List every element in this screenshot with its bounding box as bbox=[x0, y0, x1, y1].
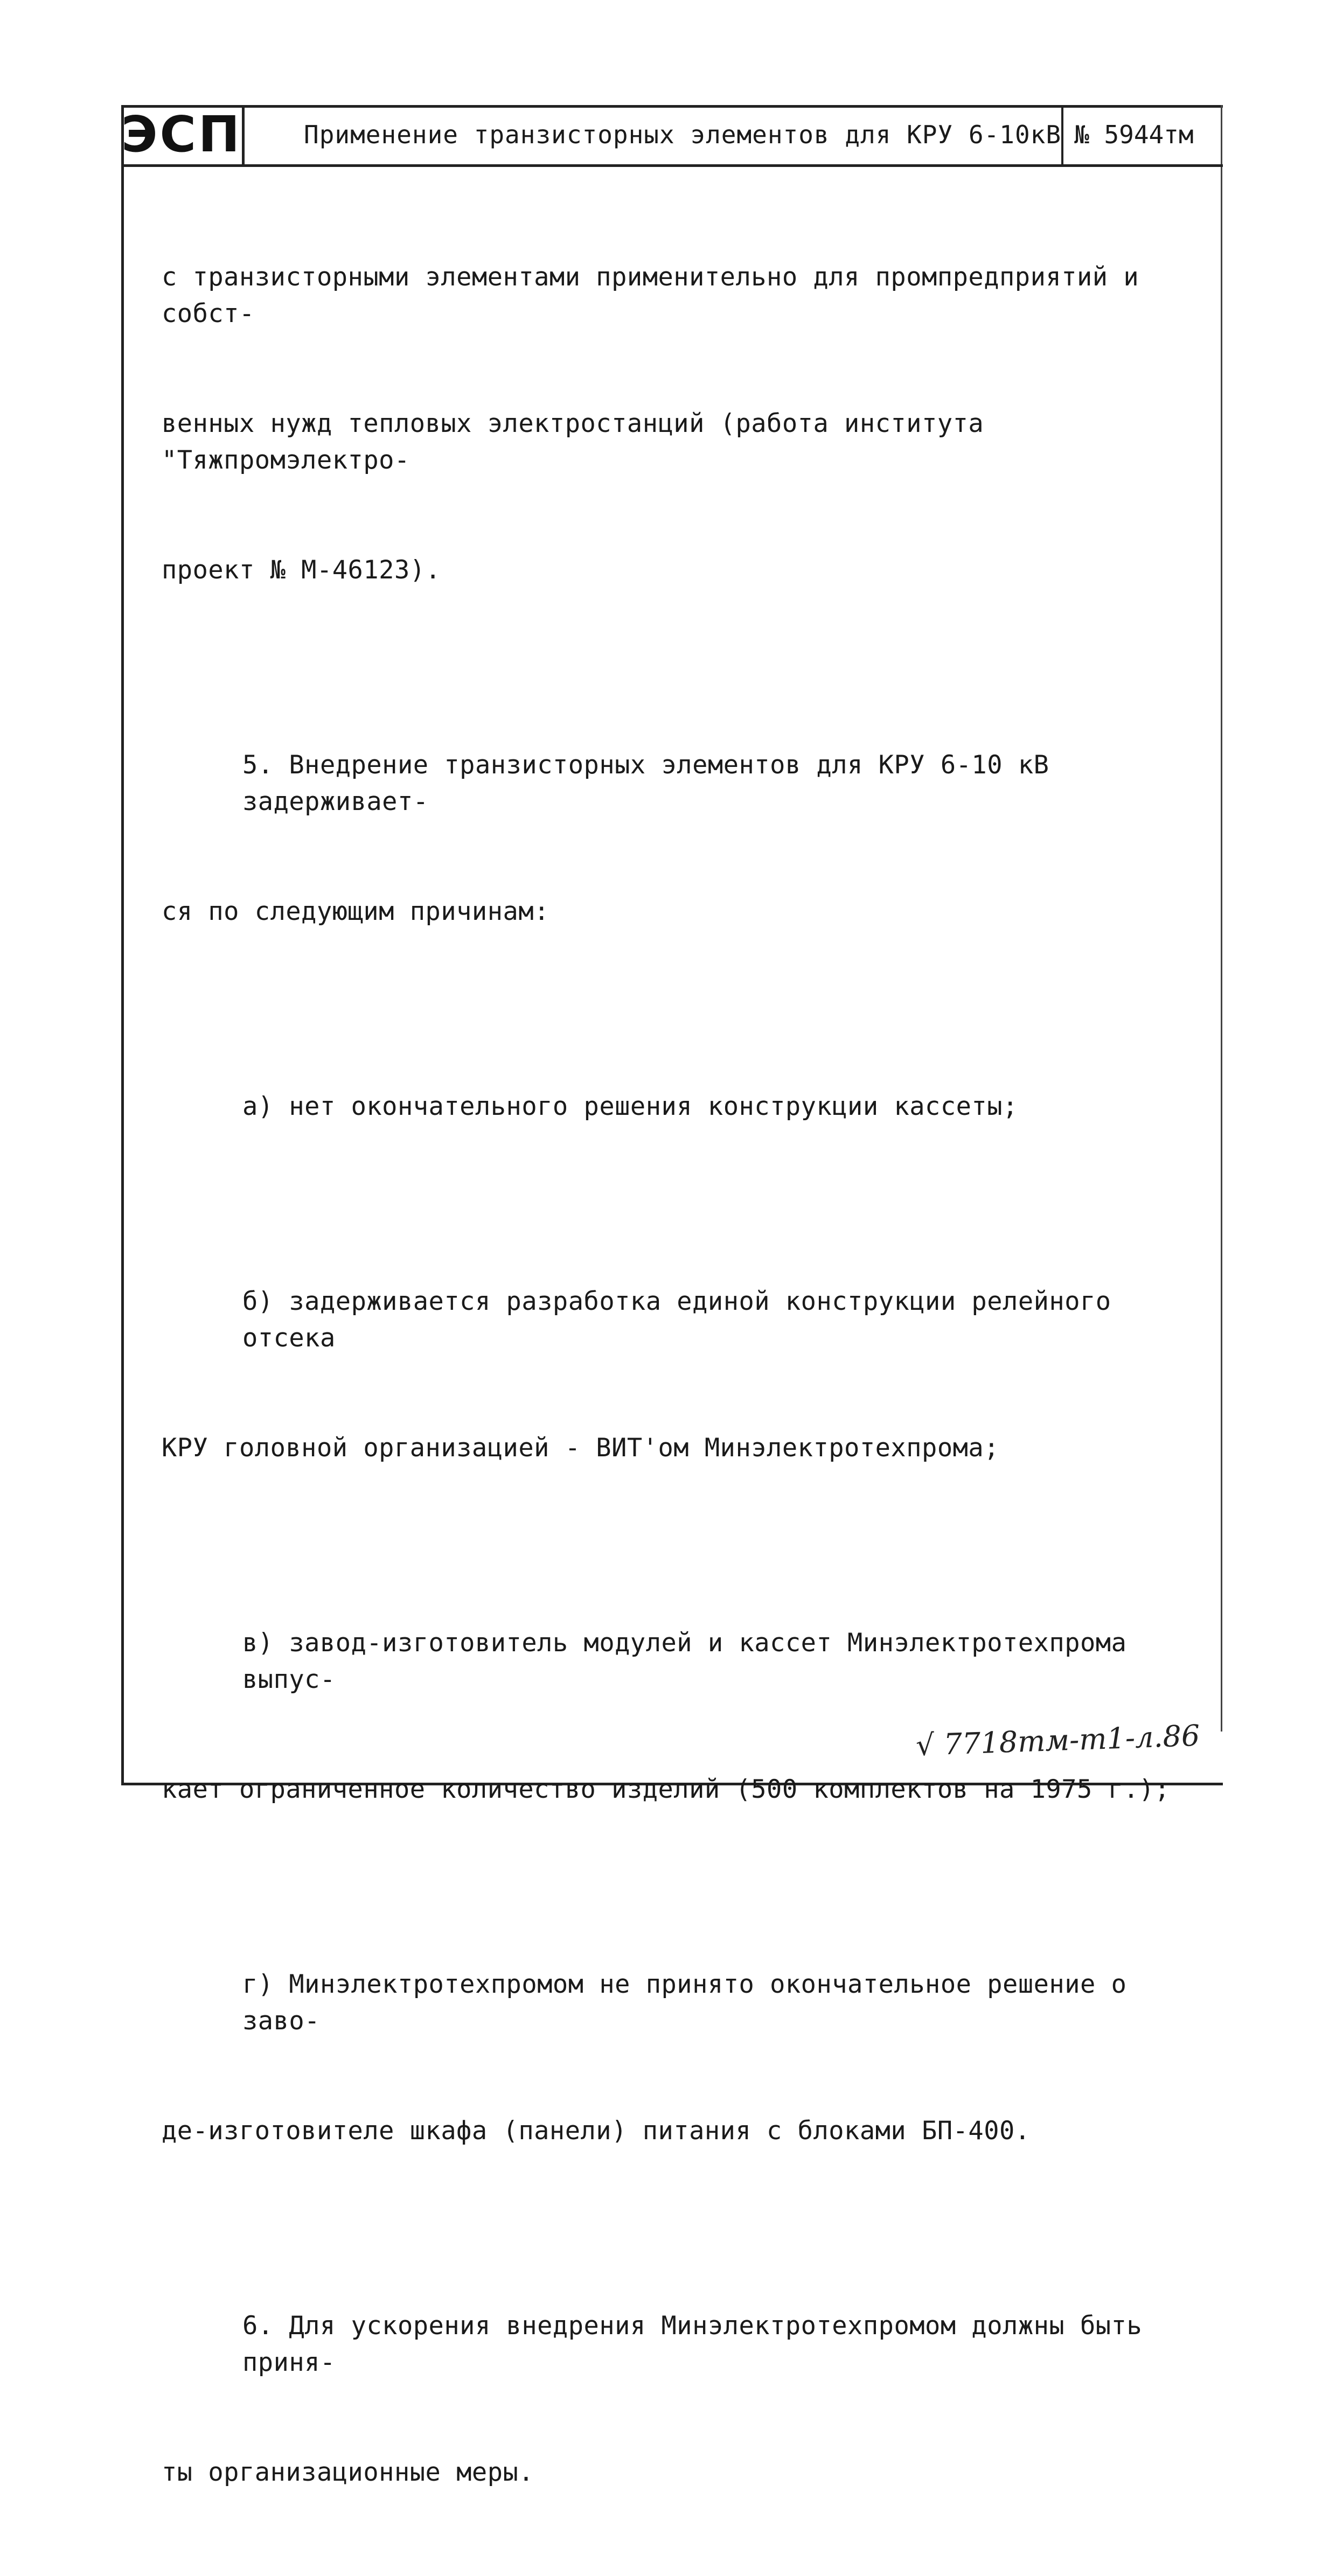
title-box bbox=[245, 105, 1063, 164]
text-line: венных нужд тепловых электростанций (работа института "Тяжпромэлектро- bbox=[162, 409, 1000, 475]
text-line: б) задерживается разработка единой конструкции релейного отсека bbox=[242, 1287, 1127, 1353]
text-line: проект № М-46123). bbox=[162, 555, 441, 585]
paragraph-item-a bbox=[162, 1015, 1217, 1198]
paragraph-item-5 bbox=[162, 674, 1217, 1003]
text-line: г) Минэлектротехпромом не принято окончательное решение о заво- bbox=[242, 1970, 1143, 2036]
text-line: КРУ головной организацией - ВИТ'ом Минэлектротехпрома; bbox=[162, 1433, 1000, 1463]
document-header bbox=[121, 105, 1223, 167]
text-line: с транзисторными элементами применительно для промпредприятий и собст- bbox=[162, 262, 1154, 329]
text-line: ся по следующим причинам: bbox=[162, 897, 549, 926]
paragraph-item-6 bbox=[162, 2235, 1217, 2564]
logo-box bbox=[121, 105, 245, 164]
document-body bbox=[162, 186, 1217, 2576]
paragraph-continuation bbox=[162, 186, 1217, 662]
text-line: а) нет окончательного решения конструкции кассеты; bbox=[242, 1092, 1018, 1121]
text-line: кает ограниченное количество изделий (500 комплектов на 1975 г.); bbox=[162, 1775, 1170, 1804]
handwritten-archive-number: √ 7718тм-т1-л.86 bbox=[915, 1718, 1201, 1763]
page-right-edge bbox=[1221, 105, 1222, 1732]
text-line: в) завод-изготовитель модулей и кассет Минэлектротехпрома выпус- bbox=[242, 1628, 1143, 1694]
text-line: ты организационные меры. bbox=[162, 2458, 534, 2487]
text-line: 6. Для ускорения внедрения Минэлектротехпромом должны быть приня- bbox=[242, 2311, 1158, 2377]
organization-logo: ЭСП bbox=[121, 106, 242, 163]
number-box bbox=[1063, 105, 1223, 164]
document-title: Применение транзисторных элементов для КРУ 6-10кВ bbox=[304, 120, 1062, 149]
text-line: де-изготовителе шкафа (панели) питания с блоками БП-400. bbox=[162, 2116, 1031, 2146]
paragraph-item-v bbox=[162, 1552, 1217, 1881]
document-number: № 5944тм bbox=[1074, 120, 1194, 149]
text-line: 5. Внедрение транзисторных элементов для КРУ 6-10 кВ задерживает- bbox=[242, 750, 1065, 816]
paragraph-item-b bbox=[162, 1210, 1217, 1540]
paragraph-item-g bbox=[162, 1893, 1217, 2223]
